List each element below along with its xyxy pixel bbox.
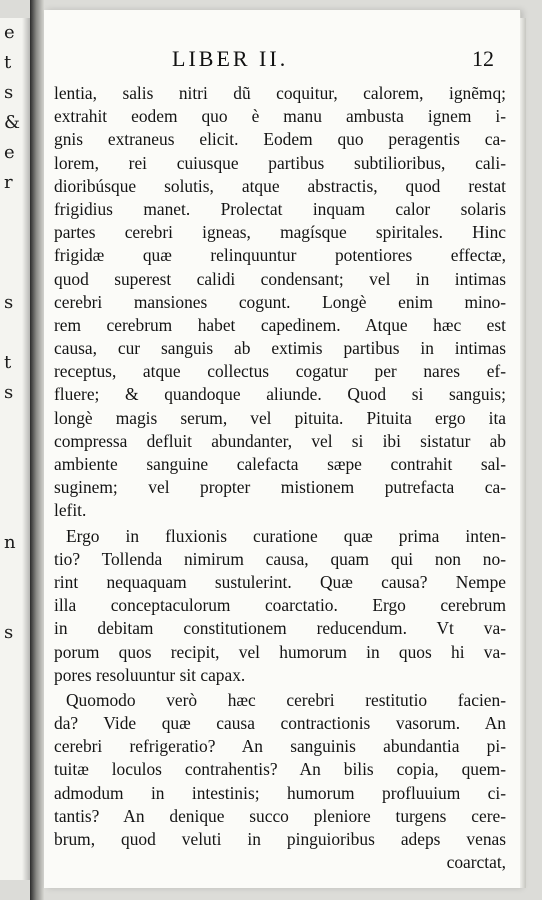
text-line: quod superest calidi condensant; vel in intimas	[54, 268, 506, 289]
text-line: fluere; & quandoque aliunde. Quod si sanguis;	[54, 384, 506, 405]
text-line: lentia, salis nitri dũ coquitur, calorem, ignẽmq;	[54, 83, 506, 103]
left-fragment-letter: e	[4, 142, 15, 163]
text-line: extrahit eodem quo è manu ambusta ignem i-	[54, 106, 506, 127]
page-edge-shadow	[520, 18, 526, 888]
text-line: gnis extraneus elicit. Eodem quo peragentis ca-	[54, 129, 506, 150]
text-line: partes cerebri igneas, magísque spiritales. Hinc	[54, 222, 506, 243]
paragraph	[54, 689, 506, 851]
text-line: admodum in intestinis; humorum profluuium ci-	[54, 782, 506, 803]
body-text	[54, 82, 506, 874]
text-line: ambiente sanguine calefacta sæpe contrahit sal-	[54, 454, 506, 474]
book-gutter	[30, 0, 44, 900]
text-line: Quomodo verò hæc cerebri restitutio facien-	[66, 689, 506, 710]
right-page	[44, 10, 520, 888]
text-line: brum, quod veluti in pinguioribus adeps venas	[54, 829, 506, 849]
text-line: pores resoluuntur sit capax.	[54, 664, 246, 685]
text-line: suginem; vel propter mistionem putrefacta ca-	[54, 477, 506, 498]
text-line: porum quos recipit, vel humorum in quos hi va-	[54, 641, 506, 662]
left-fragment-letter: s	[4, 82, 14, 103]
left-fragment-letter: n	[4, 532, 16, 553]
text-line: tantis? An denique succo pleniore turgens cere-	[54, 805, 506, 826]
left-fragment-letter: s	[4, 292, 14, 313]
text-line: receptus, atque collectus cogatur per nares ef-	[54, 361, 506, 382]
text-line: cerebri refrigeratio? An sanguinis abundantia pi-	[54, 736, 506, 757]
left-fragment-letter: e	[4, 22, 15, 43]
left-fragment-letter: s	[4, 382, 14, 403]
text-line: causa, cur sanguis ab extimis partibus in intimas	[54, 338, 506, 359]
text-line: in debitam constitutionem reducendum. Vt va-	[54, 618, 506, 639]
catchword: coarctat,	[446, 852, 506, 873]
paragraph	[54, 525, 506, 687]
left-page-edge	[0, 18, 31, 880]
text-line: cerebri mansiones cogunt. Longè enim mino-	[54, 291, 506, 312]
text-line: Ergo in fluxionis curatione quæ prima inten-	[66, 525, 506, 546]
page-number: 12	[472, 46, 494, 71]
text-line: dioribúsque solutis, atque abstractis, quod restat	[54, 175, 506, 196]
paragraph	[54, 82, 506, 523]
text-line: compressa defluit abundanter, vel si ibi sistatur ab	[54, 430, 506, 451]
left-fragment-letter: s	[4, 622, 14, 643]
text-line: tuitæ loculos contrahentis? An bilis copia, quem-	[54, 759, 506, 780]
left-fragment-letter: r	[4, 172, 13, 193]
text-line: rem cerebrum habet capedinem. Atque hæc est	[54, 314, 506, 335]
text-line: frigidius manet. Prolectat inquam calor solaris	[54, 198, 506, 219]
running-head: LIBER II.	[172, 46, 289, 71]
text-line: illa conceptaculorum coarctatio. Ergo cerebrum	[54, 595, 506, 616]
page-header	[44, 46, 520, 76]
text-line: lorem, rei cuiusque partibus subtilioribus, cali-	[54, 152, 506, 173]
left-fragment-letter: t	[4, 52, 12, 73]
text-line: lefit.	[54, 500, 87, 521]
left-fragment-letter: t	[4, 352, 12, 373]
text-line: frigidæ quæ relinquuntur potentiores effectæ,	[54, 245, 506, 266]
text-line: tio? Tollenda nimirum causa, quam qui non no-	[54, 548, 506, 569]
text-line: rint nequaquam sustulerint. Quæ causa? Nempe	[54, 571, 506, 592]
text-line: longè magis serum, vel pituita. Pituita ergo ita	[54, 407, 506, 428]
text-line: da? Vide quæ causa contractionis vasorum. An	[54, 713, 506, 734]
left-fragment-letter: &	[4, 112, 21, 133]
